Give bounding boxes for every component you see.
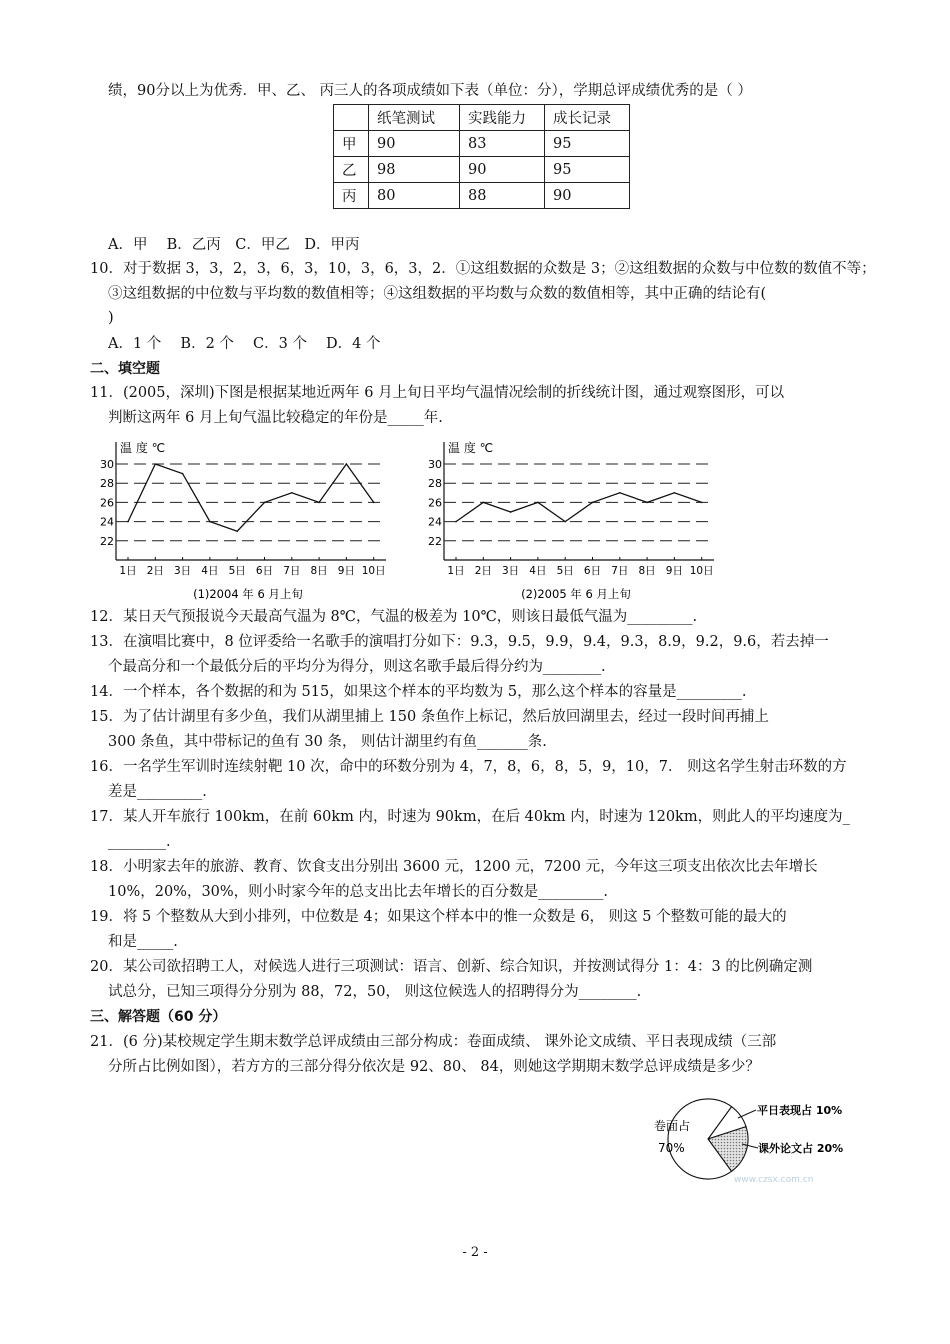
x-tick-label: 1日 [119, 565, 137, 577]
table-header-cell: 纸笔测试 [369, 105, 460, 131]
table-cell: 95 [545, 157, 630, 183]
q10-line2: ③这组数据的中位数与平均数的数值相等；④这组数据的平均数与众数的数值相等，其中正确的结论有( [108, 286, 767, 302]
section-fill-in-heading: 二、填空题 [90, 361, 160, 377]
x-tick-label: 4日 [529, 565, 547, 577]
y-tick-label: 28 [100, 477, 114, 491]
table-header-cell: 成长记录 [545, 105, 630, 131]
x-tick-label: 6日 [255, 565, 274, 577]
pie-label-b: 课外论文占 20% [758, 1142, 844, 1155]
y-tick-label: 30 [428, 458, 442, 471]
page-number: - 2 - [462, 1245, 488, 1260]
data-point [264, 502, 266, 504]
x-tick-label: 3日 [502, 565, 520, 577]
q16-line2: 差是_________. [108, 784, 207, 800]
watermark: www.czsx.com.cn [734, 1175, 814, 1185]
x-tick-label: 10日 [689, 565, 714, 577]
q21-line2: 分所占比例如图），若方方的三部分得分依次是 92、80、 84，则她这学期期末数学总评成绩是多少？ [108, 1059, 760, 1075]
table-cell: 90 [460, 157, 545, 183]
y-tick-label: 24 [428, 515, 442, 529]
data-point [455, 521, 457, 523]
q11-line1: 11．(2005，深圳)下图是根据某地近两年 6 月上旬日平均气温情况绘制的折线统计图，通过观察图形，可以 [90, 385, 785, 401]
q15-line2: 300 条鱼，其中带标记的鱼有 30 条， 则估计湖里约有鱼_______条. [108, 734, 547, 750]
series-line [456, 493, 702, 522]
pie-label-main: 卷面占 [654, 1119, 691, 1133]
section-answer-heading: 三、解答题（60 分） [90, 1009, 227, 1025]
line-chart-2005 [416, 436, 736, 606]
chart-title: (2)2005 年 6 月上旬 [521, 587, 631, 601]
q11-line2: 判断这两年 6 月上旬气温比较稳定的年份是_____年. [108, 410, 443, 426]
table-cell: 83 [460, 131, 545, 157]
data-point [537, 502, 539, 504]
q19-line2: 和是_____. [108, 934, 178, 950]
q20-line1: 20．某公司欲招聘工人，对候选人进行三项测试：语言、创新、综合知识，并按测试得分 1：4：3 的比例确定测 [90, 959, 813, 975]
pie-label-a: 平日表现占 10% [757, 1104, 843, 1117]
data-point [483, 502, 485, 504]
data-point [318, 502, 320, 504]
data-point [291, 492, 293, 494]
x-tick-label: 9日 [665, 565, 683, 577]
data-point [564, 521, 566, 523]
x-tick-label: 4日 [201, 565, 219, 577]
q13-line2: 个最高分和一个最低分后的平均分为得分，则这名歌手最后得分约为________. [108, 659, 606, 675]
pie-chart [636, 1090, 886, 1190]
x-tick-label: 3日 [174, 565, 192, 577]
q18-line2: 10%，20%，30%，则小时家今年的总支出比去年增长的百分数是_________. [108, 884, 609, 900]
data-point [209, 521, 211, 523]
table-cell: 98 [369, 157, 460, 183]
q12: 12．某日天气预报说今天最高气温为 8℃，气温的极差为 10℃，则该日最低气温为_________. [90, 609, 698, 625]
data-point [236, 530, 238, 532]
q13-line1: 13．在演唱比赛中，8 位评委给一名歌手的演唱打分如下：9.3，9.5，9.9，9.4，9.3，8.9，9.2，9.6，若去掉一 [90, 634, 829, 650]
x-tick-label: 5日 [556, 565, 574, 577]
data-point [127, 521, 129, 523]
table-cell: 甲 [334, 131, 369, 157]
data-point [674, 492, 676, 494]
q15-line1: 15．为了估计湖里有多少鱼，我们从湖里捕上 150 条鱼作上标记，然后放回湖里去，经过一段时间再捕上 [90, 709, 769, 725]
x-tick-label: 8日 [310, 565, 328, 577]
data-point [182, 473, 184, 475]
x-tick-label: 8日 [638, 565, 656, 577]
line-chart-2004 [88, 436, 408, 606]
y-tick-label: 26 [428, 496, 442, 510]
x-tick-label: 7日 [611, 565, 629, 577]
data-point [646, 502, 648, 504]
table-row [334, 157, 630, 183]
chart-title: (1)2004 年 6 月上旬 [193, 587, 303, 601]
q10-options: A．1 个 B．2 个 C．3 个 D．4 个 [108, 336, 381, 352]
data-point [346, 463, 348, 465]
y-tick-label: 26 [100, 496, 114, 510]
table-header-row [334, 105, 630, 131]
data-point [155, 463, 157, 465]
q14: 14．一个样本，各个数据的和为 515，如果这个样本的平均数为 5，那么这个样本的容量是_________. [90, 684, 747, 700]
y-axis-label: 温 度 ℃ [120, 441, 166, 455]
table-cell: 90 [545, 183, 630, 209]
pie-leader-a [738, 1110, 756, 1118]
q9-options: A．甲 B．乙丙 C．甲乙 D．甲丙 [108, 237, 360, 253]
table-cell: 80 [369, 183, 460, 209]
q17-line2: ________. [108, 834, 171, 850]
y-tick-label: 30 [100, 458, 114, 471]
y-tick-label: 22 [428, 534, 442, 548]
q9-stem: 绩，90分以上为优秀．甲、乙、 丙三人的各项成绩如下表（单位：分），学期总评成绩优秀的是（ ） [108, 83, 752, 99]
x-tick-label: 2日 [474, 565, 492, 577]
score-table [333, 104, 630, 209]
data-point [701, 502, 703, 504]
data-point [592, 502, 594, 504]
table-row [334, 183, 630, 209]
q18-line1: 18．小明家去年的旅游、教育、饮食支出分别出 3600 元，1200 元，7200 元，今年这三项支出依次比去年增长 [90, 859, 818, 875]
table-header-cell: 实践能力 [460, 105, 545, 131]
table-row [334, 131, 630, 157]
table-cell: 丙 [334, 183, 369, 209]
y-tick-label: 28 [428, 477, 442, 491]
table-cell: 95 [545, 131, 630, 157]
x-tick-label: 1日 [447, 565, 465, 577]
x-tick-label: 9日 [337, 565, 355, 577]
q10-line3: ) [108, 310, 114, 326]
table-cell: 88 [460, 183, 545, 209]
x-tick-label: 7日 [283, 565, 301, 577]
q10-line1: 10．对于数据 3，3，2，3，6，3，10，3，6，3，2．①这组数据的众数是 3；②这组数据的众数与中位数的数值不等； [90, 261, 876, 277]
y-tick-label: 22 [100, 534, 114, 548]
q16-line1: 16．一名学生军训时连续射靶 10 次，命中的环数分别为 4，7，8，6，8，5，9，10，7． 则这名学生射击环数的方 [90, 759, 847, 775]
pie-label-main-pct: 70% [658, 1141, 685, 1155]
q21-line1: 21．(6 分)某校规定学生期末数学总评成绩由三部分构成：卷面成绩、 课外论文成绩、平日表现成绩（三部 [90, 1034, 777, 1050]
x-tick-label: 10日 [361, 565, 386, 577]
y-tick-label: 24 [100, 515, 114, 529]
data-point [619, 492, 621, 494]
q19-line1: 19．将 5 个整数从大到小排列，中位数是 4；如果这个样本中的惟一众数是 6， 则这 5 个整数可能的最大的 [90, 909, 787, 925]
table-cell [334, 105, 369, 131]
x-tick-label: 2日 [146, 565, 164, 577]
data-point [510, 511, 512, 513]
data-point [373, 502, 375, 504]
q17-line1: 17．某人开车旅行 100km，在前 60km 内，时速为 90km，在后 40km 内，时速为 120km，则此人的平均速度为_ [90, 809, 850, 825]
table-cell: 90 [369, 131, 460, 157]
table-cell: 乙 [334, 157, 369, 183]
x-tick-label: 6日 [583, 565, 602, 577]
q20-line2: 试总分，已知三项得分分别为 88，72，50， 则这位候选人的招聘得分为________. [108, 984, 642, 1000]
y-axis-label: 温 度 ℃ [448, 441, 494, 455]
x-tick-label: 5日 [228, 565, 246, 577]
